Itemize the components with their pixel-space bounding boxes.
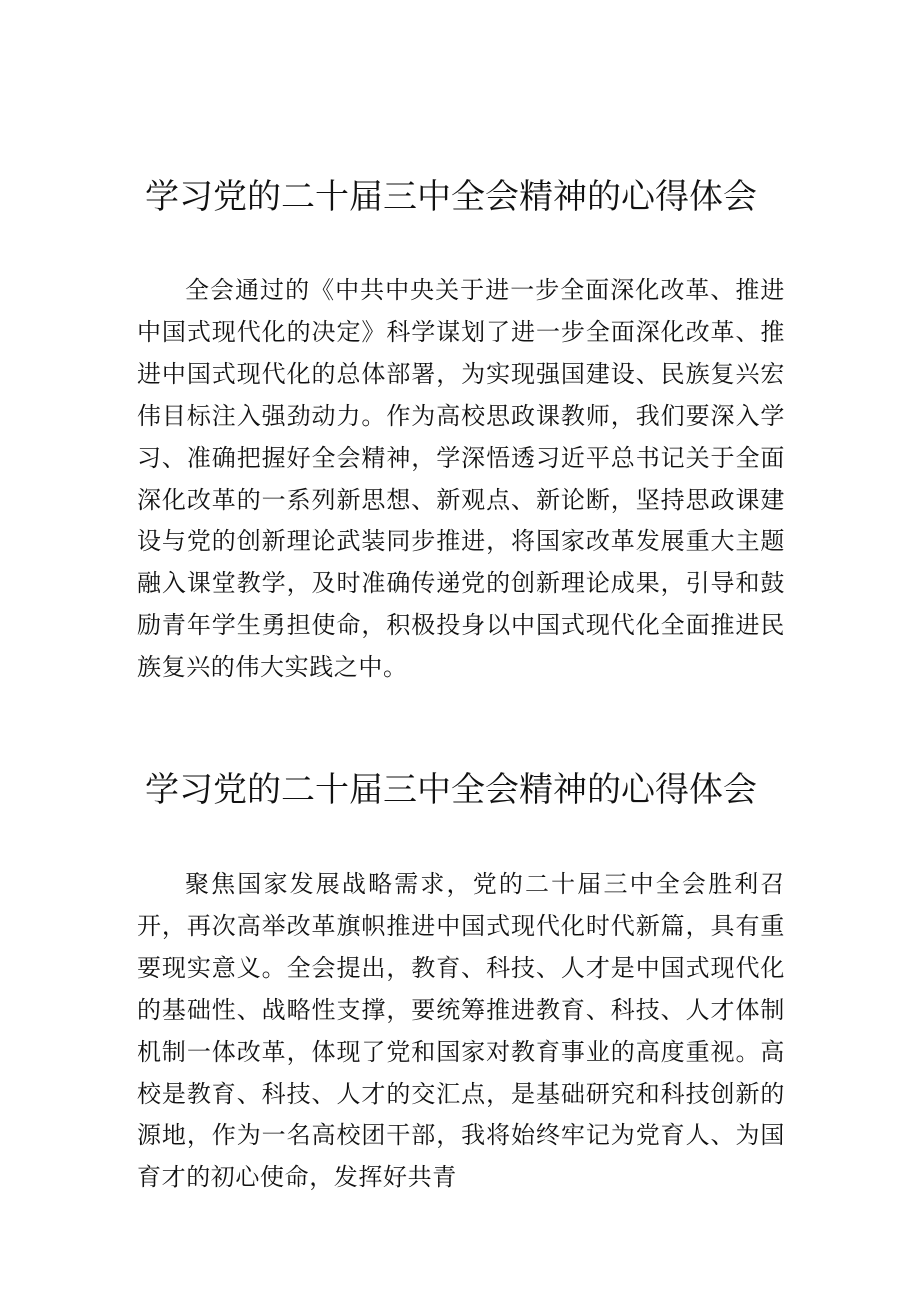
section-paragraph: 全会通过的《中共中央关于进一步全面深化改革、推进中国式现代化的决定》科学谋划了进一步全面深化改革、推进中国式现代化的总体部署，为实现强国建设、民族复兴宏伟目标注入强劲动力。作为高校思政课教师，我们要深入学习、准确把握好全会精神，学深悟透习近平总书记关于全面深化改革的一系列新思想、新观点、新论断，坚持思政课建设与党的创新理论武装同步推进，将国家改革发展重大主题融入课堂教学，及时准确传递党的创新理论成果，引导和鼓励青年学生勇担使命，积极投身以中国式现代化全面推进民族复兴的伟大实践之中。 xyxy=(137,276,785,682)
section-title: 学习党的二十届三中全会精神的心得体会 xyxy=(145,770,757,810)
section-title: 学习党的二十届三中全会精神的心得体会 xyxy=(145,177,757,217)
section-paragraph: 聚焦国家发展战略需求，党的二十届三中全会胜利召开，再次高举改革旗帜推进中国式现代化时代新篇，具有重要现实意义。全会提出，教育、科技、人才是中国式现代化的基础性、战略性支撑，要统筹推进教育、科技、人才体制机制一体改革，体现了党和国家对教育事业的高度重视。高校是教育、科技、人才的交汇点，是基础研究和科技创新的源地，作为一名高校团干部，我将始终牢记为党育人、为国育才的初心使命，发挥好共青 xyxy=(137,870,785,1192)
